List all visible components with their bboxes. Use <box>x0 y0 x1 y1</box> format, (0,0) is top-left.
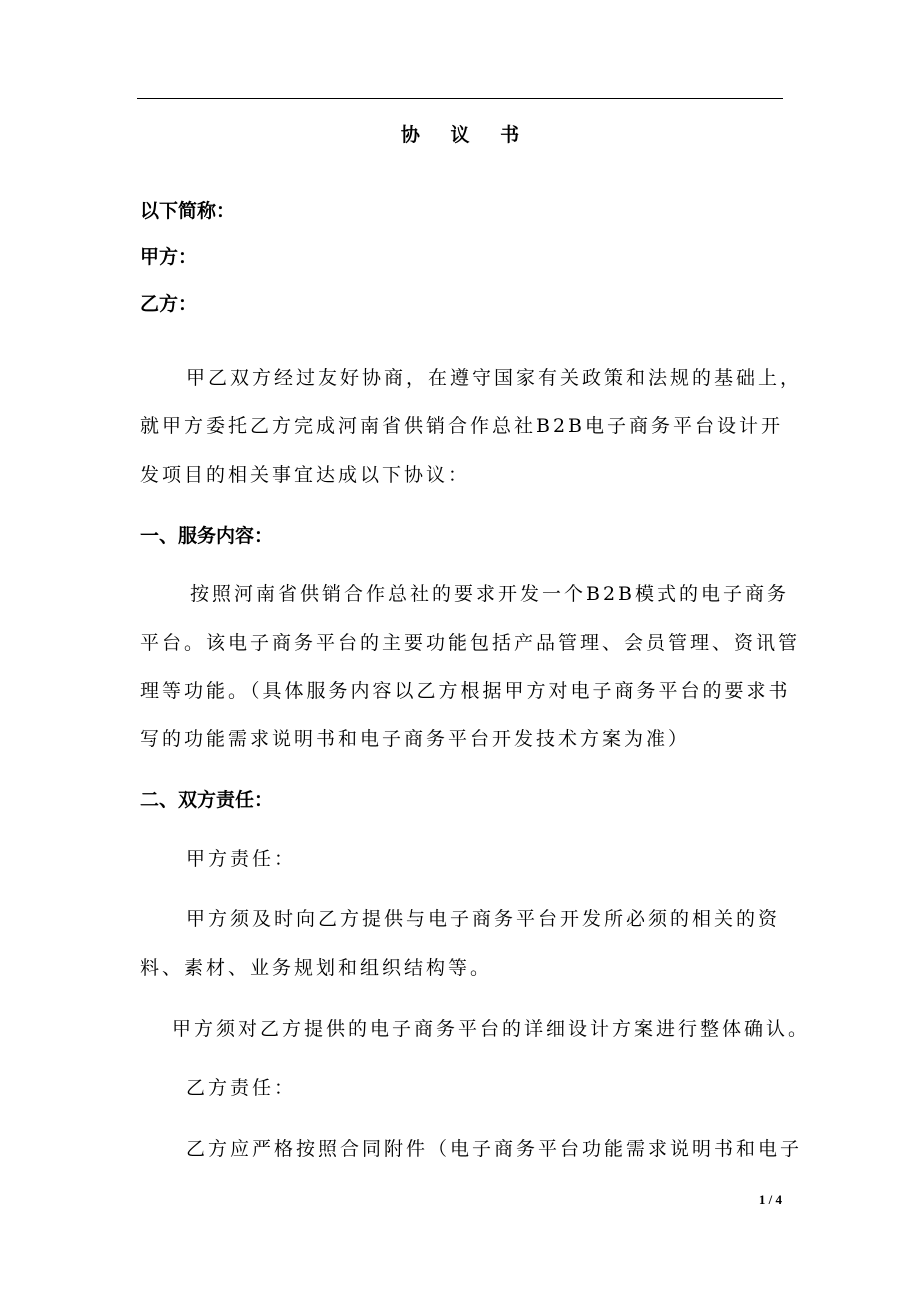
party-a-label: 甲方： <box>140 246 198 268</box>
section-1-line-3: 理等功能。（具体服务内容以乙方根据甲方对电子商务平台的要求书 <box>140 680 791 702</box>
section-1-line-2: 平台。该电子商务平台的主要功能包括产品管理、会员管理、资讯管 <box>140 632 801 654</box>
intro-line-1: 甲乙双方经过友好协商，在遵守国家有关政策和法规的基础上， <box>186 367 803 389</box>
section-1-heading: 一、服务内容： <box>140 525 274 547</box>
party-a-item-1-line-2: 料、素材、业务规划和组织结构等。 <box>140 957 493 979</box>
party-a-item-1-line-1: 甲方须及时向乙方提供与电子商务平台开发所必须的相关的资 <box>186 908 781 930</box>
header-rule <box>137 98 783 99</box>
intro-line-3: 发项目的相关事宜达成以下协议： <box>140 464 471 486</box>
document-title: 协 议 书 <box>400 124 532 146</box>
party-b-item-1: 乙方应严格按照合同附件（电子商务平台功能需求说明书和电子 <box>186 1138 803 1160</box>
party-a-item-2: 甲方须对乙方提供的电子商务平台的详细设计方案进行整体确认。 <box>172 1018 811 1040</box>
section-2-heading: 二、双方责任： <box>140 789 274 811</box>
party-b-label: 乙方： <box>140 293 198 315</box>
party-a-responsibility-heading: 甲方责任： <box>186 848 297 870</box>
page-number: 1 / 4 <box>758 1192 782 1207</box>
party-b-responsibility-heading: 乙方责任： <box>186 1077 297 1099</box>
short-name-label: 以下简称： <box>140 200 236 222</box>
section-1-line-4: 写的功能需求说明书和电子商务平台开发技术方案为准） <box>140 728 691 750</box>
section-1-line-1: 按照河南省供销合作总社的要求开发一个B2B模式的电子商务 <box>190 583 790 605</box>
intro-line-2: 就甲方委托乙方完成河南省供销合作总社B2B电子商务平台设计开 <box>140 415 784 437</box>
